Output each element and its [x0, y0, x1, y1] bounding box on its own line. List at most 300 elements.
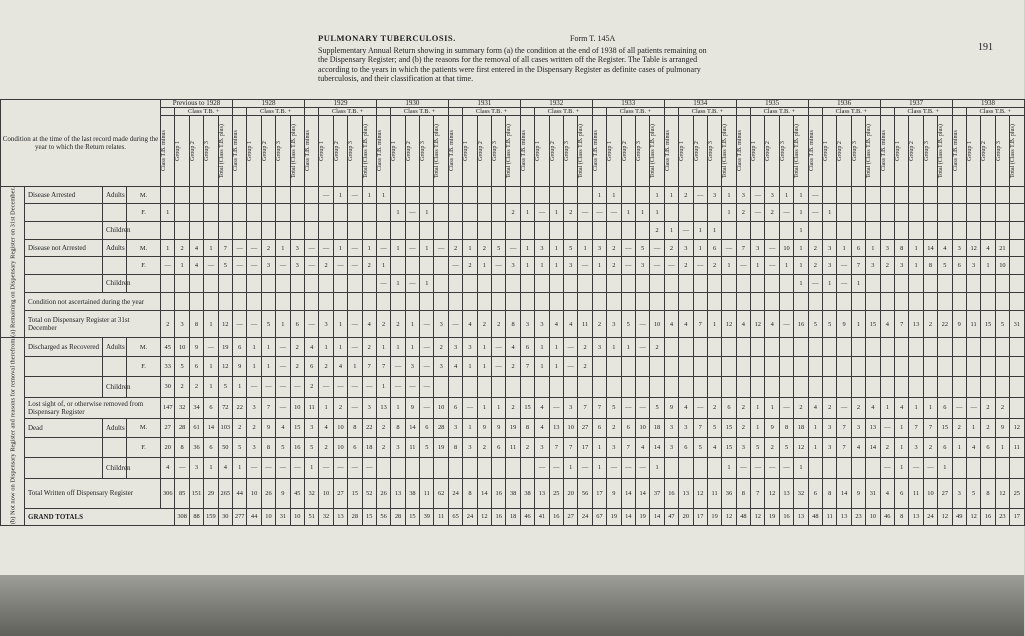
table-cell: 1 — [808, 438, 822, 458]
subcolumn-label: Group 2 — [405, 141, 412, 161]
table-cell: 47 — [664, 508, 678, 525]
table-cell: 8 — [261, 438, 275, 458]
table-cell — [218, 221, 232, 239]
table-cell — [952, 337, 966, 357]
table-cell — [448, 187, 462, 204]
table-cell: 9 — [492, 418, 506, 438]
table-cell — [650, 274, 664, 292]
table-cell: 9 — [477, 418, 491, 438]
table-cell — [909, 274, 923, 292]
table-cell — [233, 274, 247, 292]
row-sex-label: M. — [127, 337, 161, 357]
table-cell: 5 — [808, 311, 822, 338]
table-cell — [866, 187, 880, 204]
table-cell: 1 — [592, 438, 606, 458]
table-cell: 24 — [463, 508, 477, 525]
table-cell: 23 — [851, 508, 865, 525]
table-cell — [808, 337, 822, 357]
table-cell: 2 — [607, 257, 621, 274]
table-cell: 56 — [578, 478, 592, 508]
table-cell: 44 — [233, 478, 247, 508]
table-cell: 308 — [175, 508, 189, 525]
table-cell: 6 — [290, 311, 304, 338]
table-cell — [837, 187, 851, 204]
table-cell: — — [736, 457, 750, 478]
table-cell: — — [247, 239, 261, 256]
class-minus-spacer — [520, 108, 534, 116]
table-cell: 6 — [348, 438, 362, 458]
table-cell — [362, 221, 376, 239]
table-cell — [707, 274, 721, 292]
table-cell — [635, 377, 649, 398]
table-cell: 19 — [607, 508, 621, 525]
table-cell: 28 — [175, 418, 189, 438]
table-cell: 1 — [779, 257, 793, 274]
table-cell — [477, 377, 491, 398]
table-cell — [866, 337, 880, 357]
table-cell: 38 — [405, 478, 419, 508]
subcolumn-label: Class T.B. minus — [520, 130, 527, 172]
table-cell — [161, 274, 175, 292]
table-cell: — — [405, 377, 419, 398]
row-group-label: Disease Arrested — [25, 187, 103, 204]
table-cell: 1 — [564, 457, 578, 478]
table-cell: — — [333, 257, 347, 274]
subcolumn-label: Group 1 — [966, 141, 973, 161]
table-cell: 7 — [549, 438, 563, 458]
table-row — [1, 377, 1025, 398]
table-cell: 2 — [995, 397, 1009, 418]
table-cell: 1 — [463, 418, 477, 438]
table-cell: 1 — [319, 397, 333, 418]
table-cell: 20 — [679, 508, 693, 525]
table-cell: 3 — [535, 311, 549, 338]
table-cell: 6 — [679, 438, 693, 458]
table-cell: 1 — [607, 187, 621, 204]
row-sub-label — [103, 438, 127, 458]
table-cell: 13 — [909, 311, 923, 338]
table-cell: — — [564, 337, 578, 357]
table-cell — [492, 457, 506, 478]
table-cell — [549, 292, 563, 310]
table-cell — [405, 257, 419, 274]
table-cell: — — [765, 239, 779, 256]
table-cell: 8 — [391, 418, 405, 438]
table-cell: 1 — [664, 221, 678, 239]
table-cell: — — [362, 457, 376, 478]
table-cell — [650, 357, 664, 377]
table-cell — [247, 204, 261, 221]
table-cell: 5 — [304, 438, 318, 458]
table-cell — [981, 377, 995, 398]
table-cell: 3 — [823, 438, 837, 458]
table-cell: 2 — [362, 257, 376, 274]
table-cell: 8 — [506, 311, 520, 338]
table-cell — [909, 204, 923, 221]
table-cell: 1 — [405, 311, 419, 338]
table-cell: — — [808, 187, 822, 204]
table-cell: 10 — [866, 508, 880, 525]
table-cell: — — [693, 397, 707, 418]
subcolumn-header — [592, 116, 606, 187]
table-cell: 4 — [664, 311, 678, 338]
table-cell: — — [319, 377, 333, 398]
subcolumn-label: Group 2 — [549, 141, 556, 161]
table-cell — [851, 204, 865, 221]
year-header: 1930 — [376, 100, 448, 108]
table-cell: — — [635, 337, 649, 357]
table-cell: 26 — [376, 478, 390, 508]
table-cell: 1 — [650, 457, 664, 478]
row-group-label: GRAND TOTALS — [25, 508, 175, 525]
table-cell: 7 — [693, 311, 707, 338]
table-cell: 4 — [276, 418, 290, 438]
table-cell — [564, 187, 578, 204]
table-cell: 19 — [434, 438, 448, 458]
table-cell — [794, 337, 808, 357]
table-cell: 32 — [175, 397, 189, 418]
table-cell: 3 — [736, 438, 750, 458]
table-cell — [204, 204, 218, 221]
table-cell — [520, 377, 534, 398]
table-cell: 9 — [261, 418, 275, 438]
table-cell: 7 — [578, 397, 592, 418]
table-cell: 1 — [477, 337, 491, 357]
table-cell — [966, 377, 980, 398]
table-cell — [952, 204, 966, 221]
table-cell — [909, 187, 923, 204]
table-cell: 27 — [578, 418, 592, 438]
subcolumn-label: Group 3 — [564, 141, 570, 161]
table-cell: 18 — [650, 418, 664, 438]
subcolumn-header — [420, 116, 434, 187]
table-cell: 4 — [362, 311, 376, 338]
table-cell — [995, 187, 1009, 204]
table-cell: 4 — [535, 397, 549, 418]
table-cell: 1 — [866, 239, 880, 256]
table-cell: — — [492, 357, 506, 377]
table-cell: 11 — [434, 508, 448, 525]
table-cell: 2 — [607, 239, 621, 256]
subcolumn-header — [189, 116, 203, 187]
table-cell — [722, 221, 736, 239]
table-cell: 12 — [765, 478, 779, 508]
table-cell: 1 — [520, 257, 534, 274]
table-cell — [966, 274, 980, 292]
subcolumn-header — [707, 116, 721, 187]
table-cell: 3 — [362, 397, 376, 418]
table-cell: — — [261, 457, 275, 478]
table-cell: 1 — [520, 239, 534, 256]
table-cell — [434, 204, 448, 221]
table-cell — [635, 357, 649, 377]
table-cell — [995, 221, 1009, 239]
table-cell — [189, 274, 203, 292]
table-cell — [1010, 187, 1024, 204]
table-cell — [607, 292, 621, 310]
table-cell — [765, 377, 779, 398]
table-cell — [448, 204, 462, 221]
table-cell: — — [247, 457, 261, 478]
table-cell: 5 — [635, 239, 649, 256]
table-cell: 2 — [477, 311, 491, 338]
table-cell: 3 — [736, 187, 750, 204]
table-cell: 1 — [779, 187, 793, 204]
table-cell: 3 — [851, 418, 865, 438]
table-cell — [578, 221, 592, 239]
table-cell — [981, 457, 995, 478]
table-cell — [635, 187, 649, 204]
table-cell: 1 — [635, 204, 649, 221]
table-row — [1, 221, 1025, 239]
table-cell: — — [448, 311, 462, 338]
table-cell — [938, 337, 952, 357]
table-cell: 44 — [247, 508, 261, 525]
table-cell — [578, 292, 592, 310]
table-cell — [851, 221, 865, 239]
table-cell: 4 — [707, 438, 721, 458]
table-cell — [434, 274, 448, 292]
table-cell: 2 — [707, 257, 721, 274]
table-cell — [981, 337, 995, 357]
table-cell: 3 — [175, 311, 189, 338]
table-row — [1, 311, 1025, 338]
table-cell — [319, 292, 333, 310]
table-cell — [693, 274, 707, 292]
table-cell — [894, 377, 908, 398]
table-cell — [707, 357, 721, 377]
subcolumn-header — [650, 116, 664, 187]
table-cell: 1 — [707, 221, 721, 239]
table-cell: 13 — [679, 478, 693, 508]
table-cell — [175, 221, 189, 239]
table-cell: 1 — [535, 257, 549, 274]
table-cell — [535, 187, 549, 204]
table-cell — [564, 221, 578, 239]
table-cell: 4 — [463, 311, 477, 338]
table-cell — [434, 377, 448, 398]
subcolumn-header — [808, 116, 822, 187]
table-cell — [779, 221, 793, 239]
table-cell: 5 — [218, 257, 232, 274]
table-cell: 2 — [319, 357, 333, 377]
subcolumn-label: Group 3 — [348, 141, 355, 161]
table-cell: 6 — [592, 418, 606, 438]
table-cell: 5 — [233, 438, 247, 458]
table-cell: — — [765, 457, 779, 478]
table-cell: — — [635, 397, 649, 418]
table-cell — [664, 274, 678, 292]
table-cell: 8 — [923, 257, 937, 274]
table-cell: 13 — [549, 418, 563, 438]
table-cell — [549, 274, 563, 292]
table-cell: 6 — [722, 397, 736, 418]
subcolumn-label: Class T.B. minus — [808, 130, 815, 172]
row-sex-label: M. — [127, 187, 161, 204]
row-sex-label — [127, 274, 161, 292]
table-cell — [578, 274, 592, 292]
subcolumn-label: Class T.B. minus — [592, 130, 599, 172]
table-cell — [506, 274, 520, 292]
table-cell: 1 — [520, 204, 534, 221]
table-cell — [679, 337, 693, 357]
table-cell: 9 — [765, 418, 779, 438]
table-cell — [621, 377, 635, 398]
table-cell: 4 — [765, 311, 779, 338]
table-cell — [492, 377, 506, 398]
table-cell: 1 — [722, 457, 736, 478]
table-cell — [923, 221, 937, 239]
table-cell: — — [348, 397, 362, 418]
subcolumn-label: Total (Class T.B. plus) — [650, 124, 657, 178]
table-cell — [233, 204, 247, 221]
table-cell — [751, 274, 765, 292]
subcolumn-label: Group 1 — [679, 141, 686, 161]
table-cell — [664, 337, 678, 357]
table-cell: 10 — [290, 397, 304, 418]
table-cell: 85 — [175, 478, 189, 508]
table-cell: 9 — [995, 418, 1009, 438]
table-cell: — — [535, 457, 549, 478]
table-cell — [866, 457, 880, 478]
table-cell: 3 — [679, 418, 693, 438]
table-cell — [233, 187, 247, 204]
table-cell — [175, 292, 189, 310]
table-cell: — — [492, 257, 506, 274]
table-cell: 12 — [218, 311, 232, 338]
table-cell: 32 — [304, 478, 318, 508]
table-cell — [175, 204, 189, 221]
table-cell — [995, 292, 1009, 310]
subcolumn-label: Group 1 — [247, 141, 254, 161]
table-cell — [592, 292, 606, 310]
row-group-label: Lost sight of, or otherwise removed from Dispensary Register — [25, 397, 161, 418]
table-cell: 3 — [564, 397, 578, 418]
table-cell: — — [261, 377, 275, 398]
table-cell — [204, 274, 218, 292]
table-cell — [520, 292, 534, 310]
table-cell: — — [621, 257, 635, 274]
row-group-label: Disease not Arrested — [25, 239, 103, 256]
class-plus-header: Class T.B. + — [535, 108, 593, 116]
table-cell — [794, 357, 808, 377]
table-cell: 2 — [607, 418, 621, 438]
table-cell: — — [348, 257, 362, 274]
table-cell — [880, 221, 894, 239]
table-cell: 14 — [650, 508, 664, 525]
table-cell: 8 — [981, 478, 995, 508]
table-cell: 4 — [564, 311, 578, 338]
table-cell: 2 — [664, 239, 678, 256]
table-cell — [880, 377, 894, 398]
table-cell — [779, 292, 793, 310]
table-cell: 10 — [650, 311, 664, 338]
table-cell: — — [348, 187, 362, 204]
table-cell — [492, 204, 506, 221]
table-cell: 1 — [722, 187, 736, 204]
table-cell: 8 — [348, 418, 362, 438]
row-group-label — [25, 377, 103, 398]
subcolumn-header — [880, 116, 894, 187]
table-cell: 29 — [204, 478, 218, 508]
subcolumn-header — [520, 116, 534, 187]
table-cell — [923, 337, 937, 357]
table-cell: 3 — [952, 239, 966, 256]
table-cell: 4 — [894, 397, 908, 418]
table-cell: 5 — [707, 418, 721, 438]
table-cell: 5 — [966, 478, 980, 508]
table-cell: — — [247, 377, 261, 398]
table-cell: — — [420, 337, 434, 357]
table-cell: 24 — [578, 508, 592, 525]
table-cell: 2 — [981, 397, 995, 418]
table-cell: 1 — [477, 397, 491, 418]
table-cell: — — [635, 311, 649, 338]
table-cell — [218, 274, 232, 292]
table-row — [1, 478, 1025, 508]
table-cell: 4 — [549, 311, 563, 338]
table-cell — [549, 187, 563, 204]
row-sex-label: F. — [127, 438, 161, 458]
table-cell: 28 — [348, 508, 362, 525]
table-cell: 41 — [535, 508, 549, 525]
subcolumn-label: Group 2 — [477, 141, 484, 161]
table-cell: 1 — [161, 204, 175, 221]
table-cell: 1 — [405, 337, 419, 357]
table-cell: 1 — [261, 337, 275, 357]
table-cell — [247, 187, 261, 204]
table-cell — [434, 457, 448, 478]
table-cell: — — [621, 397, 635, 418]
table-cell: 10 — [175, 337, 189, 357]
table-cell: 147 — [161, 397, 175, 418]
table-cell — [823, 357, 837, 377]
table-cell: — — [175, 457, 189, 478]
table-cell — [751, 292, 765, 310]
table-cell: 12 — [995, 478, 1009, 508]
subcolumn-header — [966, 116, 980, 187]
table-cell — [693, 457, 707, 478]
class-minus-spacer — [304, 108, 318, 116]
row-group-label: Total on Dispensary Register at 31st December — [25, 311, 161, 338]
table-cell: — — [765, 257, 779, 274]
table-cell: 2 — [319, 257, 333, 274]
table-cell — [923, 292, 937, 310]
table-cell — [894, 292, 908, 310]
table-cell: — — [376, 274, 390, 292]
table-cell — [520, 221, 534, 239]
subcolumn-header — [679, 116, 693, 187]
table-cell: — — [276, 337, 290, 357]
table-cell: 1 — [463, 357, 477, 377]
table-cell: 1 — [175, 257, 189, 274]
table-cell: 13 — [376, 397, 390, 418]
table-cell: 19 — [218, 337, 232, 357]
table-cell: 2 — [477, 438, 491, 458]
table-cell — [348, 274, 362, 292]
table-cell: 18 — [794, 418, 808, 438]
table-cell: 7 — [362, 357, 376, 377]
table-cell: — — [333, 377, 347, 398]
subcolumn-label: Group 3 — [923, 141, 930, 161]
table-cell: — — [276, 457, 290, 478]
table-cell: — — [405, 274, 419, 292]
table-cell: 1 — [333, 311, 347, 338]
table-cell: 5 — [261, 311, 275, 338]
table-cell: — — [779, 457, 793, 478]
table-cell — [420, 292, 434, 310]
table-cell: 3 — [247, 438, 261, 458]
